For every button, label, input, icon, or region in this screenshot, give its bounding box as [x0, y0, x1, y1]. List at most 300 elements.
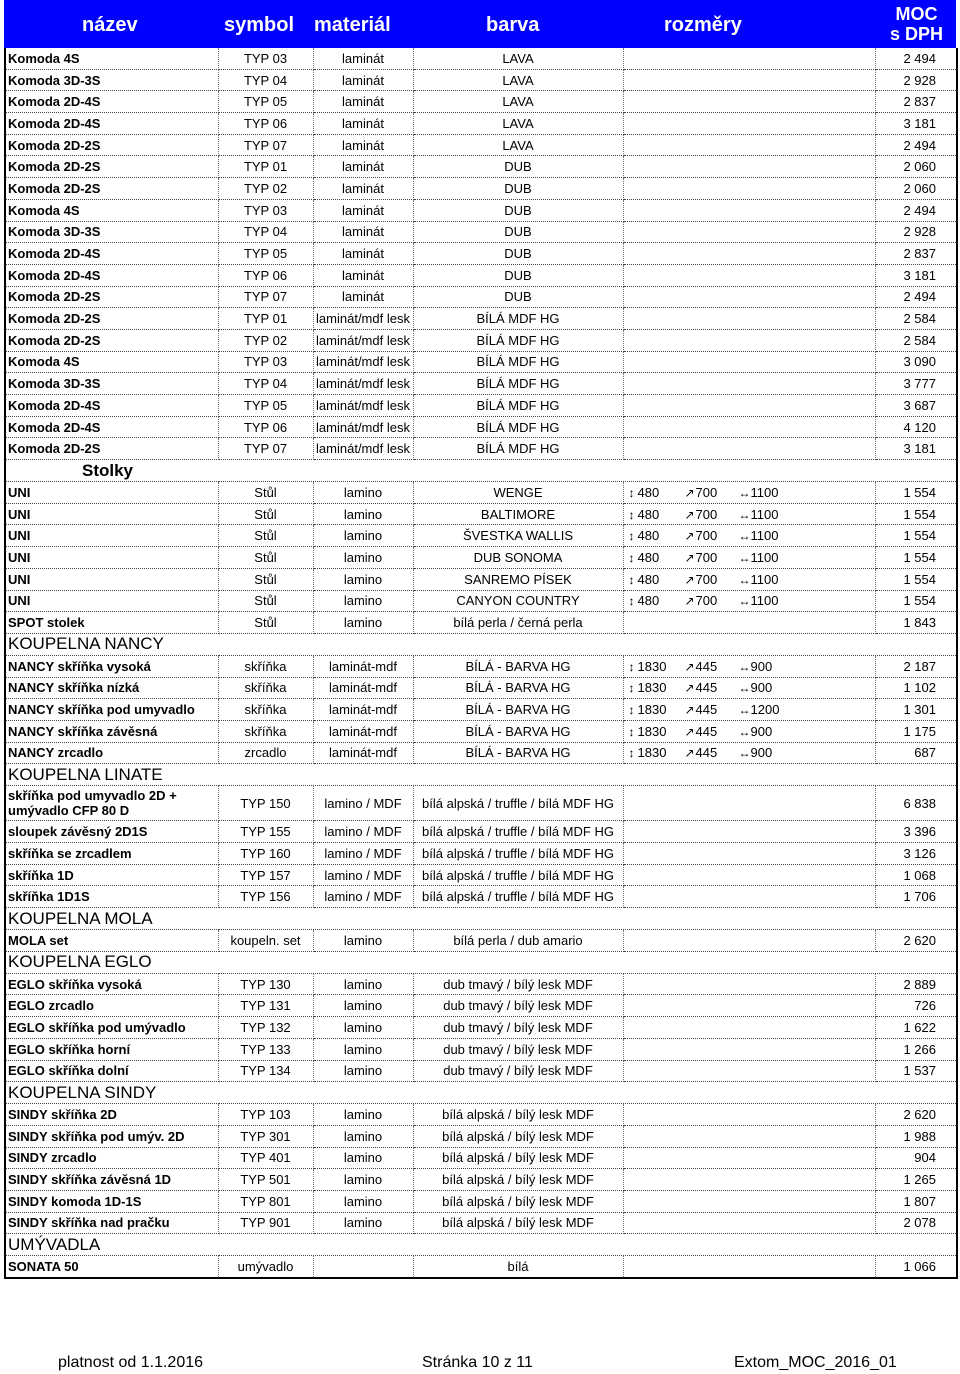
item-dimensions — [623, 677, 875, 699]
item-name: Komoda 2D-2S — [5, 329, 218, 351]
item-name: EGLO skříňka dolní — [5, 1060, 218, 1082]
diagonal-arrow-icon: ↗ — [684, 681, 695, 696]
item-color: bílá alpská / truffle / bílá MDF HG — [413, 843, 623, 865]
item-price: 3 126 — [875, 843, 957, 865]
item-material: laminát/mdf lesk — [313, 351, 413, 373]
header-symbol: symbol — [224, 14, 295, 36]
header-price-line1: MOC — [895, 4, 938, 24]
table-row — [5, 655, 957, 677]
item-price: 1 807 — [875, 1190, 957, 1212]
section-row — [5, 1234, 957, 1256]
table-row — [5, 1060, 957, 1082]
item-color: bílá — [413, 1256, 623, 1278]
dimension-value: 1830 — [637, 702, 667, 718]
item-price: 1 266 — [875, 1038, 957, 1060]
left-right-arrow-icon: ↔ — [738, 550, 751, 565]
header-dimensions: rozměry — [664, 14, 742, 36]
item-material: laminát — [313, 221, 413, 243]
dimension-width — [739, 745, 773, 760]
item-name: SONATA 50 — [5, 1256, 218, 1278]
left-right-arrow-icon: ↔ — [738, 659, 751, 674]
item-price: 2 889 — [875, 973, 957, 995]
item-dimensions — [623, 1104, 875, 1126]
item-name: sloupek závěsný 2D1S — [5, 821, 218, 843]
dimension-width — [739, 702, 780, 717]
table-row — [5, 373, 957, 395]
dimension-value: 1830 — [637, 723, 667, 739]
item-symbol: TYP 06 — [218, 416, 313, 438]
dimension-value: 1100 — [750, 484, 779, 500]
item-symbol: TYP 160 — [218, 843, 313, 865]
item-price: 1 554 — [875, 568, 957, 590]
item-color: DUB — [413, 178, 623, 200]
dimension-value: 900 — [750, 745, 773, 761]
table-row — [5, 482, 957, 504]
item-name: Komoda 2D-4S — [5, 113, 218, 135]
item-symbol: TYP 501 — [218, 1169, 313, 1191]
item-color: bílá alpská / bílý lesk MDF — [413, 1190, 623, 1212]
item-symbol: TYP 02 — [218, 329, 313, 351]
item-symbol: koupeln. set — [218, 930, 313, 952]
table-row — [5, 720, 957, 742]
table-row — [5, 156, 957, 178]
item-dimensions — [623, 742, 875, 764]
item-price: 1 301 — [875, 699, 957, 721]
dimension-height — [626, 680, 684, 695]
left-right-arrow-icon: ↔ — [738, 529, 751, 544]
item-material: laminát-mdf — [313, 742, 413, 764]
item-material: lamino — [313, 1169, 413, 1191]
dimension-depth — [684, 593, 739, 608]
item-color: bílá alpská / truffle / bílá MDF HG — [413, 864, 623, 886]
item-price: 1 265 — [875, 1169, 957, 1191]
item-material: laminát — [313, 264, 413, 286]
table-row — [5, 864, 957, 886]
item-dimensions — [623, 699, 875, 721]
item-price: 1 175 — [875, 720, 957, 742]
item-material: lamino / MDF — [313, 843, 413, 865]
dimension-value: 445 — [695, 680, 718, 696]
item-price: 3 687 — [875, 395, 957, 417]
item-name: SINDY skříňka závěsná 1D — [5, 1169, 218, 1191]
item-name: SINDY komoda 1D-1S — [5, 1190, 218, 1212]
item-material: lamino / MDF — [313, 864, 413, 886]
item-symbol: TYP 901 — [218, 1212, 313, 1234]
item-material: laminát — [313, 199, 413, 221]
item-symbol: TYP 801 — [218, 1190, 313, 1212]
item-symbol: zrcadlo — [218, 742, 313, 764]
item-symbol: TYP 04 — [218, 373, 313, 395]
up-down-arrow-icon: ↕ — [628, 529, 635, 544]
item-dimensions — [623, 1147, 875, 1169]
item-name: SINDY skříňka 2D — [5, 1104, 218, 1126]
up-down-arrow-icon: ↕ — [628, 681, 635, 696]
item-name: NANCY skříňka závěsná — [5, 720, 218, 742]
item-dimensions — [623, 843, 875, 865]
table-row — [5, 995, 957, 1017]
item-name: Komoda 3D-3S — [5, 221, 218, 243]
up-down-arrow-icon: ↕ — [628, 703, 635, 718]
item-dimensions — [623, 329, 875, 351]
item-price: 3 777 — [875, 373, 957, 395]
item-color: BÍLÁ MDF HG — [413, 438, 623, 460]
item-color: BÍLÁ MDF HG — [413, 308, 623, 330]
item-color: BÍLÁ - BARVA HG — [413, 677, 623, 699]
item-name: UNI — [5, 590, 218, 612]
item-color: BALTIMORE — [413, 503, 623, 525]
item-name: Komoda 2D-4S — [5, 264, 218, 286]
dimension-value: 700 — [695, 484, 718, 500]
dimension-value: 1100 — [750, 571, 779, 587]
item-name: EGLO skříňka horní — [5, 1038, 218, 1060]
item-color: LAVA — [413, 91, 623, 113]
item-symbol: skříňka — [218, 677, 313, 699]
item-material: laminát/mdf lesk — [313, 438, 413, 460]
item-name: Komoda 4S — [5, 199, 218, 221]
item-material: laminát/mdf lesk — [313, 329, 413, 351]
item-price: 1 068 — [875, 864, 957, 886]
item-color: BÍLÁ - BARVA HG — [413, 742, 623, 764]
dimension-value: 1200 — [750, 702, 780, 718]
item-name: NANCY zrcadlo — [5, 742, 218, 764]
section-title: KOUPELNA MOLA — [5, 908, 957, 930]
item-material: laminát — [313, 91, 413, 113]
item-color: DUB — [413, 264, 623, 286]
dimension-width — [739, 680, 773, 695]
item-price: 2 494 — [875, 286, 957, 308]
section-row — [5, 1082, 957, 1104]
dimension-depth — [684, 745, 739, 760]
item-price: 1 554 — [875, 503, 957, 525]
dimension-depth — [684, 680, 739, 695]
table-row — [5, 568, 957, 590]
item-symbol: TYP 04 — [218, 69, 313, 91]
item-color: bílá alpská / bílý lesk MDF — [413, 1212, 623, 1234]
item-dimensions — [623, 720, 875, 742]
header-color: barva — [486, 14, 540, 36]
item-symbol: TYP 156 — [218, 886, 313, 908]
item-material: laminát — [313, 134, 413, 156]
table-row — [5, 308, 957, 330]
item-dimensions — [623, 264, 875, 286]
table-row — [5, 48, 957, 69]
dimension-height — [626, 550, 684, 565]
item-color: bílá alpská / bílý lesk MDF — [413, 1147, 623, 1169]
item-material: laminát/mdf lesk — [313, 373, 413, 395]
dimension-value: 445 — [695, 658, 718, 674]
diagonal-arrow-icon: ↗ — [684, 485, 695, 500]
price-sheet — [4, 0, 956, 1279]
item-material: lamino — [313, 1212, 413, 1234]
dimension-width — [739, 528, 779, 543]
item-symbol: TYP 07 — [218, 286, 313, 308]
section-title: KOUPELNA SINDY — [5, 1082, 957, 1104]
up-down-arrow-icon: ↕ — [628, 746, 635, 761]
item-dimensions — [623, 864, 875, 886]
section-title: KOUPELNA EGLO — [5, 951, 957, 973]
item-color: WENGE — [413, 482, 623, 504]
item-name: UNI — [5, 568, 218, 590]
section-title: UMÝVADLA — [5, 1234, 957, 1256]
item-dimensions — [623, 395, 875, 417]
table-row — [5, 113, 957, 135]
price-table-body — [5, 48, 957, 1278]
item-name: Komoda 2D-4S — [5, 243, 218, 265]
item-dimensions — [623, 1256, 875, 1278]
dimension-width — [739, 485, 779, 500]
item-symbol: Stůl — [218, 590, 313, 612]
item-name: Komoda 4S — [5, 48, 218, 69]
item-material: laminát-mdf — [313, 720, 413, 742]
item-material: lamino / MDF — [313, 821, 413, 843]
item-symbol: Stůl — [218, 503, 313, 525]
dimension-height — [626, 745, 684, 760]
left-right-arrow-icon: ↔ — [738, 485, 751, 500]
up-down-arrow-icon: ↕ — [628, 485, 635, 500]
item-color: BÍLÁ MDF HG — [413, 329, 623, 351]
item-color: DUB — [413, 243, 623, 265]
item-name: Komoda 3D-3S — [5, 373, 218, 395]
item-dimensions — [623, 1060, 875, 1082]
item-price: 1 554 — [875, 590, 957, 612]
item-price: 1 988 — [875, 1125, 957, 1147]
table-row — [5, 973, 957, 995]
item-price: 1 102 — [875, 677, 957, 699]
item-symbol: skříňka — [218, 699, 313, 721]
dimension-value: 700 — [695, 506, 718, 522]
item-color: bílá alpská / truffle / bílá MDF HG — [413, 821, 623, 843]
item-dimensions — [623, 612, 875, 634]
section-row — [5, 908, 957, 930]
item-price: 1 843 — [875, 612, 957, 634]
item-color: dub tmavý / bílý lesk MDF — [413, 1038, 623, 1060]
item-dimensions — [623, 655, 875, 677]
item-dimensions — [623, 178, 875, 200]
item-color: DUB — [413, 199, 623, 221]
item-price: 2 928 — [875, 221, 957, 243]
dimension-value: 480 — [637, 506, 660, 522]
item-material: laminát — [313, 286, 413, 308]
table-row — [5, 1147, 957, 1169]
left-right-arrow-icon: ↔ — [738, 724, 751, 739]
item-name: UNI — [5, 525, 218, 547]
table-row — [5, 742, 957, 764]
up-down-arrow-icon: ↕ — [628, 507, 635, 522]
table-row — [5, 1212, 957, 1234]
item-dimensions — [623, 199, 875, 221]
item-price: 2 060 — [875, 178, 957, 200]
item-symbol: Stůl — [218, 525, 313, 547]
item-dimensions — [623, 1169, 875, 1191]
item-color: BÍLÁ MDF HG — [413, 373, 623, 395]
item-material: lamino — [313, 1125, 413, 1147]
table-row — [5, 1190, 957, 1212]
header-price — [890, 4, 943, 44]
item-symbol: skříňka — [218, 655, 313, 677]
item-material: laminát — [313, 69, 413, 91]
item-dimensions — [623, 91, 875, 113]
dimension-value: 1100 — [750, 506, 779, 522]
item-dimensions — [623, 995, 875, 1017]
item-symbol: TYP 130 — [218, 973, 313, 995]
item-price: 2 060 — [875, 156, 957, 178]
table-row — [5, 677, 957, 699]
item-material: lamino — [313, 525, 413, 547]
item-name: skříňka pod umyvadlo 2D + umývadlo CFP 80 D — [5, 786, 218, 821]
table-row — [5, 1038, 957, 1060]
dimension-width — [739, 593, 779, 608]
item-symbol: TYP 05 — [218, 91, 313, 113]
table-row — [5, 351, 957, 373]
item-symbol: Stůl — [218, 547, 313, 569]
item-price: 3 181 — [875, 264, 957, 286]
left-right-arrow-icon: ↔ — [738, 681, 751, 696]
item-price: 3 181 — [875, 113, 957, 135]
dimension-width — [739, 550, 779, 565]
item-dimensions — [623, 930, 875, 952]
item-name: SPOT stolek — [5, 612, 218, 634]
item-name: Komoda 2D-4S — [5, 416, 218, 438]
dimension-depth — [684, 702, 739, 717]
item-dimensions — [623, 69, 875, 91]
item-color: LAVA — [413, 48, 623, 69]
item-price: 1 622 — [875, 1017, 957, 1039]
dimension-height — [626, 659, 684, 674]
item-symbol: TYP 157 — [218, 864, 313, 886]
item-color: dub tmavý / bílý lesk MDF — [413, 1060, 623, 1082]
item-material: lamino — [313, 1038, 413, 1060]
item-color: LAVA — [413, 113, 623, 135]
item-price: 1 554 — [875, 482, 957, 504]
table-row — [5, 821, 957, 843]
item-color: DUB — [413, 286, 623, 308]
item-material: laminát/mdf lesk — [313, 416, 413, 438]
item-name: skříňka 1D1S — [5, 886, 218, 908]
item-price: 2 078 — [875, 1212, 957, 1234]
item-dimensions — [623, 482, 875, 504]
item-material: laminát — [313, 113, 413, 135]
dimension-height — [626, 593, 684, 608]
item-symbol: TYP 301 — [218, 1125, 313, 1147]
item-symbol: TYP 06 — [218, 113, 313, 135]
item-price: 1 554 — [875, 525, 957, 547]
item-symbol: TYP 150 — [218, 786, 313, 821]
item-name: SINDY zrcadlo — [5, 1147, 218, 1169]
item-color: bílá alpská / bílý lesk MDF — [413, 1169, 623, 1191]
item-material: laminát-mdf — [313, 655, 413, 677]
up-down-arrow-icon: ↕ — [628, 572, 635, 587]
table-row — [5, 1169, 957, 1191]
item-symbol: Stůl — [218, 482, 313, 504]
price-table — [4, 48, 958, 1279]
table-row — [5, 843, 957, 865]
dimension-height — [626, 572, 684, 587]
item-material: laminát-mdf — [313, 677, 413, 699]
item-material: lamino — [313, 612, 413, 634]
item-dimensions — [623, 590, 875, 612]
table-row — [5, 178, 957, 200]
dimension-value: 900 — [750, 658, 773, 674]
item-name: Komoda 2D-2S — [5, 438, 218, 460]
item-price: 2 494 — [875, 134, 957, 156]
table-row — [5, 69, 957, 91]
dimension-value: 480 — [637, 528, 660, 544]
item-dimensions — [623, 568, 875, 590]
item-dimensions — [623, 973, 875, 995]
item-dimensions — [623, 416, 875, 438]
item-symbol: TYP 01 — [218, 156, 313, 178]
item-dimensions — [623, 134, 875, 156]
item-price: 3 181 — [875, 438, 957, 460]
table-row — [5, 438, 957, 460]
table-row — [5, 612, 957, 634]
dimension-value: 480 — [637, 593, 660, 609]
item-symbol: TYP 03 — [218, 199, 313, 221]
item-dimensions — [623, 503, 875, 525]
item-price: 4 120 — [875, 416, 957, 438]
item-color: bílá alpská / bílý lesk MDF — [413, 1104, 623, 1126]
dimension-value: 1830 — [637, 745, 667, 761]
diagonal-arrow-icon: ↗ — [684, 507, 695, 522]
item-name: UNI — [5, 547, 218, 569]
item-symbol: TYP 134 — [218, 1060, 313, 1082]
item-dimensions — [623, 786, 875, 821]
item-price: 2 584 — [875, 329, 957, 351]
section-title: KOUPELNA NANCY — [5, 633, 957, 655]
dimension-depth — [684, 724, 739, 739]
item-name: Komoda 2D-2S — [5, 134, 218, 156]
item-material: lamino — [313, 1017, 413, 1039]
item-name: Komoda 2D-4S — [5, 91, 218, 113]
item-name: EGLO skříňka vysoká — [5, 973, 218, 995]
table-row — [5, 786, 957, 821]
item-dimensions — [623, 351, 875, 373]
item-name: SINDY skříňka nad pračku — [5, 1212, 218, 1234]
section-title: Stolky — [5, 460, 957, 482]
item-dimensions — [623, 156, 875, 178]
item-material: lamino — [313, 1147, 413, 1169]
diagonal-arrow-icon: ↗ — [684, 529, 695, 544]
item-symbol: TYP 02 — [218, 178, 313, 200]
dimension-value: 700 — [695, 571, 718, 587]
dimension-width — [739, 572, 779, 587]
dimension-depth — [684, 528, 739, 543]
item-symbol: skříňka — [218, 720, 313, 742]
table-row — [5, 264, 957, 286]
item-name: SINDY skříňka pod umýv. 2D — [5, 1125, 218, 1147]
item-dimensions — [623, 438, 875, 460]
item-price: 2 837 — [875, 91, 957, 113]
item-dimensions — [623, 1190, 875, 1212]
item-name: Komoda 3D-3S — [5, 69, 218, 91]
section-title: KOUPELNA LINATE — [5, 764, 957, 786]
item-symbol: TYP 07 — [218, 438, 313, 460]
item-material: laminát/mdf lesk — [313, 395, 413, 417]
table-row — [5, 91, 957, 113]
table-row — [5, 329, 957, 351]
left-right-arrow-icon: ↔ — [738, 594, 751, 609]
item-name: MOLA set — [5, 930, 218, 952]
item-symbol: TYP 05 — [218, 243, 313, 265]
diagonal-arrow-icon: ↗ — [684, 703, 695, 718]
item-material: laminát — [313, 156, 413, 178]
dimension-height — [626, 485, 684, 500]
table-row — [5, 1017, 957, 1039]
item-color: BÍLÁ MDF HG — [413, 416, 623, 438]
item-price: 2 187 — [875, 655, 957, 677]
table-row — [5, 525, 957, 547]
item-color: LAVA — [413, 134, 623, 156]
